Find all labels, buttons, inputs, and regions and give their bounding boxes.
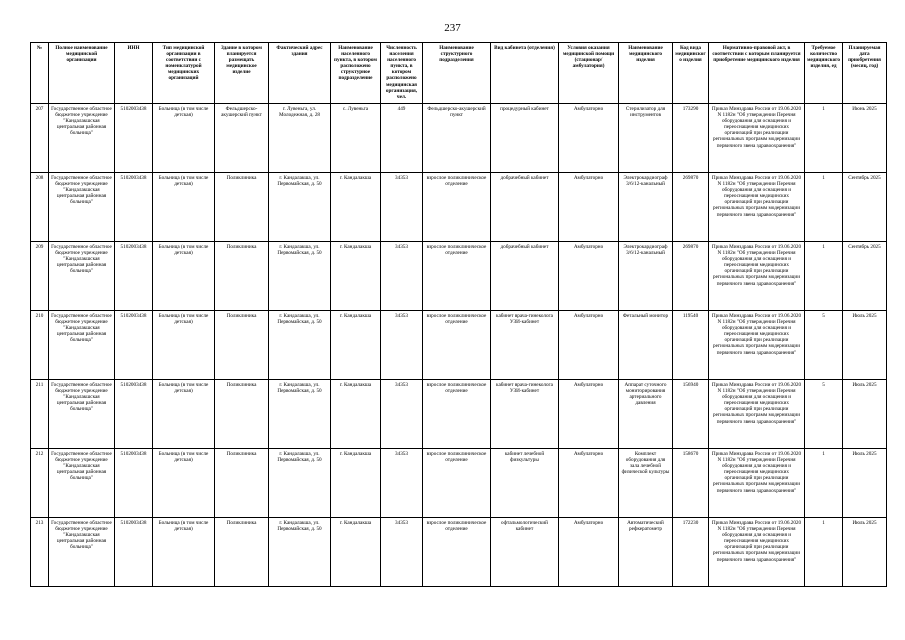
table-cell: добрачебный кабинет [491, 242, 559, 311]
table-cell: Приказ Минздрава России от 19.06.2020 N 1182н "Об утверждении Перечня оборудования для оснащения и переоснащения медицинских организаций при реализации региональных программ модернизации первичного звена здравоохранения" [709, 380, 805, 449]
table-cell: Июль 2025 [843, 311, 887, 380]
header-cell: Планируемая дата приобретения (месяц, год) [843, 43, 887, 104]
table-cell: Поликлиника [215, 242, 269, 311]
table-cell: 173290 [673, 104, 709, 173]
table-cell: г. Кандалакша, ул. Первомайская, д. 50 [269, 311, 331, 380]
table-cell: 208 [31, 173, 49, 242]
table-cell: Электрокардиограф 3/6/12-канальный [619, 173, 673, 242]
table-cell: Амбулаторно [559, 242, 619, 311]
table-cell: Июль 2025 [843, 449, 887, 518]
table-cell: 34353 [381, 242, 423, 311]
table-cell: добрачебный кабинет [491, 173, 559, 242]
table-cell: г. Кандалакша [331, 449, 381, 518]
table-cell: кабинет врача-гинеколога УЗИ-кабинет [491, 311, 559, 380]
table-cell: Июнь 2025 [843, 104, 887, 173]
table-cell: г. Кандалакша, ул. Первомайская, д. 50 [269, 173, 331, 242]
table-cell: взрослое поликлиническое отделение [423, 449, 491, 518]
table-cell: Приказ Минздрава России от 19.06.2020 N 1182н "Об утверждении Перечня оборудования для оснащения и переоснащения медицинских организаций при реализации региональных программ модернизации первичного звена здравоохранения" [709, 104, 805, 173]
table-cell: 172230 [673, 518, 709, 587]
table-cell: процедурный кабинет [491, 104, 559, 173]
table-cell: Государственное областное бюджетное учреждение "Кандалакшская центральная районная больница" [49, 449, 115, 518]
table-cell: 207 [31, 104, 49, 173]
table-cell: 5102003438 [115, 173, 153, 242]
table-cell: 5102003438 [115, 380, 153, 449]
header-cell: Полное наименование медицинской организации [49, 43, 115, 104]
header-cell: № [31, 43, 49, 104]
table-cell: г. Кандалакша [331, 311, 381, 380]
table-cell: 210 [31, 311, 49, 380]
table-cell: Больница (в том числе детская) [153, 311, 215, 380]
equipment-table [30, 42, 887, 587]
table-cell: 158670 [673, 449, 709, 518]
table-cell: Приказ Минздрава России от 19.06.2020 N 1182н "Об утверждении Перечня оборудования для оснащения и переоснащения медицинских организаций при реализации региональных программ модернизации первичного звена здравоохранения" [709, 449, 805, 518]
table-cell: Электрокардиограф 3/6/12-канальный [619, 242, 673, 311]
table-cell: Амбулаторно [559, 311, 619, 380]
table-cell: Поликлиника [215, 518, 269, 587]
header-cell: Тип медицинской организации в соответствии с номенклатурой медицинских организаций [153, 43, 215, 104]
table-cell: 209 [31, 242, 49, 311]
table-cell: 269870 [673, 242, 709, 311]
header-cell: Нормативно-правовой акт, в соответствии с которым планируется приобретение медицинского изделия [709, 43, 805, 104]
table-cell: 212 [31, 449, 49, 518]
table-row [31, 380, 887, 449]
table-cell: Государственное областное бюджетное учреждение "Кандалакшская центральная районная больница" [49, 242, 115, 311]
table-cell: 1 [805, 173, 843, 242]
table-cell: 119540 [673, 311, 709, 380]
table-cell: Сентябрь 2025 [843, 173, 887, 242]
table-cell: Фетальный монитор [619, 311, 673, 380]
table-cell: 449 [381, 104, 423, 173]
table-cell: 5102003438 [115, 104, 153, 173]
table-cell: 34353 [381, 311, 423, 380]
table-cell: кабинет лечебной физкультуры [491, 449, 559, 518]
table-cell: взрослое поликлиническое отделение [423, 173, 491, 242]
table-header-row [31, 43, 887, 104]
table-cell: Больница (в том числе детская) [153, 449, 215, 518]
table-row [31, 518, 887, 587]
table-cell: 34353 [381, 518, 423, 587]
table-cell: Государственное областное бюджетное учреждение "Кандалакшская центральная районная больница" [49, 311, 115, 380]
header-cell: Наименование структурного подразделения [423, 43, 491, 104]
header-cell: Требуемое количество медицинского изделия, ед [805, 43, 843, 104]
table-cell: 34353 [381, 380, 423, 449]
table-cell: г. Кандалакша [331, 518, 381, 587]
table-cell: взрослое поликлиническое отделение [423, 380, 491, 449]
table-cell: 5102003438 [115, 311, 153, 380]
table-cell: 34353 [381, 449, 423, 518]
table-cell: г. Кандалакша [331, 173, 381, 242]
table-cell: Аппарат суточного мониторирования артериального давления [619, 380, 673, 449]
table-cell: Больница (в том числе детская) [153, 242, 215, 311]
page-number: 237 [444, 22, 461, 34]
header-cell: Численность населения населенного пункта, в котором расположено медицинская организация, чел. [381, 43, 423, 104]
table-cell: 1 [805, 518, 843, 587]
header-cell: Вид кабинета (отделения) [491, 43, 559, 104]
table-cell: Амбулаторно [559, 518, 619, 587]
header-cell: Условия оказания медицинской помощи (стационар/амбулатория) [559, 43, 619, 104]
table-cell: Больница (в том числе детская) [153, 380, 215, 449]
table-cell: г. Кандалакша, ул. Первомайская, д. 50 [269, 380, 331, 449]
table-cell: взрослое поликлиническое отделение [423, 311, 491, 380]
table-cell: 269870 [673, 173, 709, 242]
table-cell: г. Кандалакша, ул. Первомайская, д. 50 [269, 449, 331, 518]
table-cell: Автоматический рефкератометр [619, 518, 673, 587]
table-cell: офтальмологический кабинет [491, 518, 559, 587]
header-cell: Код вида медицинского изделия [673, 43, 709, 104]
table-cell: Амбулаторно [559, 380, 619, 449]
header-cell: Наименование медицинского изделия [619, 43, 673, 104]
table-cell: взрослое поликлиническое отделение [423, 242, 491, 311]
table-cell: Стерилизатор для инструментов [619, 104, 673, 173]
table-cell: Больница (в том числе детская) [153, 173, 215, 242]
table-cell: Поликлиника [215, 173, 269, 242]
table-row [31, 104, 887, 173]
header-cell: ИНН [115, 43, 153, 104]
table-cell: Государственное областное бюджетное учреждение "Кандалакшская центральная районная больница" [49, 173, 115, 242]
table-row [31, 449, 887, 518]
table-cell: Фельдшерско-акушерский пункт [423, 104, 491, 173]
table-cell: Приказ Минздрава России от 19.06.2020 N 1182н "Об утверждении Перечня оборудования для оснащения и переоснащения медицинских организаций при реализации региональных программ модернизации первичного звена здравоохранения" [709, 173, 805, 242]
table-cell: 213 [31, 518, 49, 587]
table-cell: 5102003438 [115, 242, 153, 311]
table-cell: Сентябрь 2025 [843, 242, 887, 311]
table-cell: г. Лувеньга, ул. Молодежная, д. 28 [269, 104, 331, 173]
table-cell: Амбулаторно [559, 449, 619, 518]
table-cell: Июль 2025 [843, 380, 887, 449]
table-cell: Комплект оборудования для зала лечебной физической культуры [619, 449, 673, 518]
table-cell: 211 [31, 380, 49, 449]
table-cell: Государственное областное бюджетное учреждение "Кандалакшская центральная районная больница" [49, 518, 115, 587]
table-cell: 156940 [673, 380, 709, 449]
table-row [31, 311, 887, 380]
table-cell: Амбулаторно [559, 173, 619, 242]
table-cell: Приказ Минздрава России от 19.06.2020 N 1182н "Об утверждении Перечня оборудования для оснащения и переоснащения медицинских организаций при реализации региональных программ модернизации первичного звена здравоохранения" [709, 311, 805, 380]
table-cell: Государственное областное бюджетное учреждение "Кандалакшская центральная районная больница" [49, 380, 115, 449]
table-cell: г. Кандалакша [331, 380, 381, 449]
header-cell: Наименование населенного пункта, в котором расположено структурное подразделение [331, 43, 381, 104]
table-cell: Приказ Минздрава России от 19.06.2020 N 1182н "Об утверждении Перечня оборудования для оснащения и переоснащения медицинских организаций при реализации региональных программ модернизации первичного звена здравоохранения" [709, 518, 805, 587]
table-cell: Июль 2025 [843, 518, 887, 587]
table-cell: 5 [805, 311, 843, 380]
table-cell: взрослое поликлиническое отделение [423, 518, 491, 587]
table-cell: с. Лувеньга [331, 104, 381, 173]
table-cell: Государственное областное бюджетное учреждение "Кандалакшская центральная районная больница" [49, 104, 115, 173]
table-cell: Поликлиника [215, 449, 269, 518]
table-cell: Поликлиника [215, 380, 269, 449]
table-row [31, 173, 887, 242]
table-cell: Больница (в том числе детская) [153, 518, 215, 587]
table-cell: г. Кандалакша, ул. Первомайская, д. 50 [269, 242, 331, 311]
header-cell: Здание в котором планируется размещать медицинское изделие [215, 43, 269, 104]
table-cell: г. Кандалакша, ул. Первомайская, д. 50 [269, 518, 331, 587]
table-cell: 5 [805, 380, 843, 449]
table-cell: 34353 [381, 173, 423, 242]
table-cell: Приказ Минздрава России от 19.06.2020 N 1182н "Об утверждении Перечня оборудования для оснащения и переоснащения медицинских организаций при реализации региональных программ модернизации первичного звена здравоохранения" [709, 242, 805, 311]
table-cell: 1 [805, 242, 843, 311]
table-cell: 1 [805, 104, 843, 173]
table-cell: 1 [805, 449, 843, 518]
table-row [31, 242, 887, 311]
table-cell: Больница (в том числе детская) [153, 104, 215, 173]
table-cell: 5102003438 [115, 518, 153, 587]
header-cell: Фактический адрес здания [269, 43, 331, 104]
table-cell: г. Кандалакша [331, 242, 381, 311]
table-cell: кабинет врача-гинеколога УЗИ-кабинет [491, 380, 559, 449]
table-cell: Амбулаторно [559, 104, 619, 173]
table-cell: Поликлиника [215, 311, 269, 380]
table-cell: 5102003438 [115, 449, 153, 518]
table-cell: Фельдшерско-акушерский пункт [215, 104, 269, 173]
